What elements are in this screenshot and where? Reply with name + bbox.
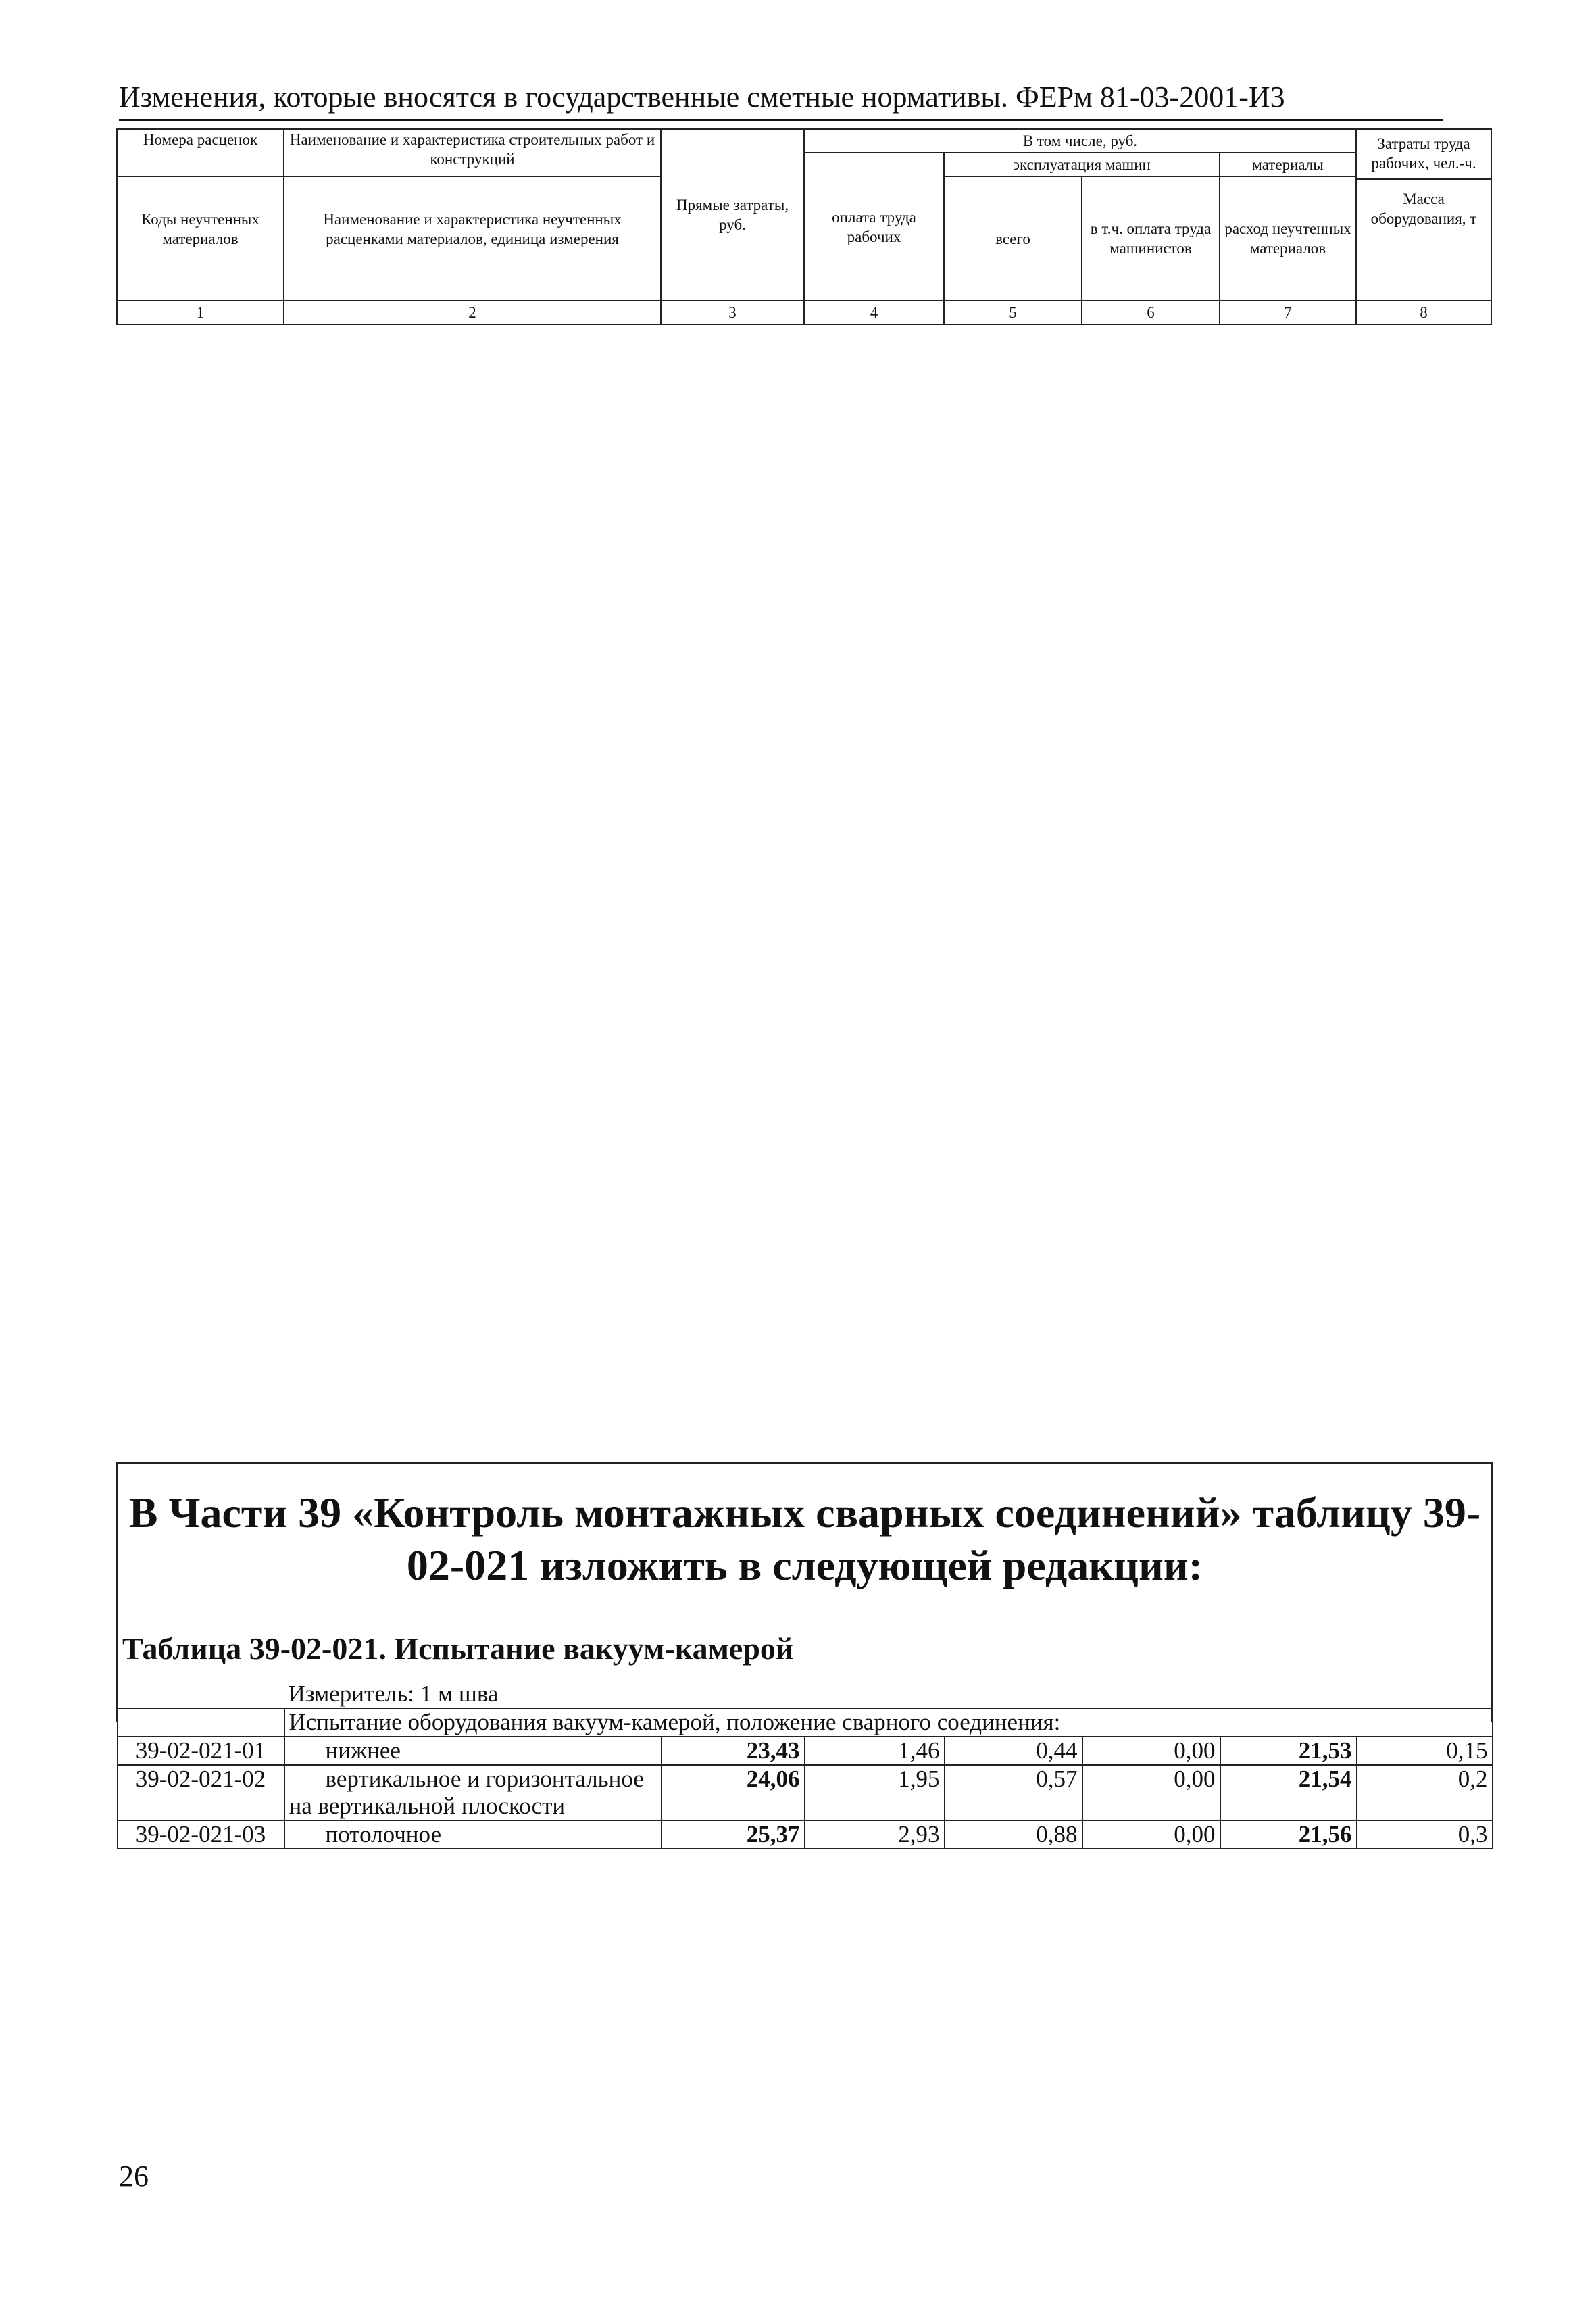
header-equipment-mass: Масса оборудования, т [1370, 191, 1477, 227]
labor-pay-value: 1,46 [805, 1737, 945, 1765]
page-header-title: Изменения, которые вносятся в государственные сметные нормативы. ФЕРм 81-03-2001-И3 [119, 80, 1443, 121]
header-cell-codes [117, 129, 284, 301]
column-number: 6 [1082, 301, 1220, 324]
labor-hours-value: 0,15 [1357, 1737, 1493, 1765]
column-header-table [116, 128, 1492, 325]
header-work-name: Наименование и характеристика строительных работ и конструкций [284, 130, 660, 177]
labor-hours-value: 0,3 [1357, 1820, 1493, 1849]
header-material-name: Наименование и характеристика неучтенных расценками материалов, единица измерения [323, 211, 622, 247]
header-rate-numbers: Номера расценок [118, 130, 283, 177]
labor-hours-value: 0,2 [1357, 1765, 1493, 1820]
column-number: 4 [804, 301, 944, 324]
table-row [118, 1737, 1493, 1765]
header-material-codes: Коды неучтенных материалов [141, 211, 259, 247]
rates-table [116, 1681, 1493, 1849]
column-number: 2 [284, 301, 661, 324]
materials-value: 21,56 [1220, 1820, 1357, 1849]
column-number: 3 [661, 301, 804, 324]
column-number: 8 [1356, 301, 1491, 324]
rate-code: 39-02-021-01 [118, 1737, 284, 1765]
header-direct-costs: Прямые затраты, руб. [661, 129, 804, 301]
rate-name: потолочное [284, 1820, 662, 1849]
direct-costs-value: 24,06 [662, 1765, 805, 1820]
header-including: В том числе, руб. [804, 129, 1356, 153]
table-intro: Испытание оборудования вакуум-камерой, положение сварного соединения: [284, 1708, 1493, 1737]
header-machines-total: всего [944, 176, 1082, 301]
header-materials: материалы [1220, 153, 1356, 176]
header-cell-names [284, 129, 661, 301]
materials-value: 21,53 [1220, 1737, 1357, 1765]
machines-value: 0,44 [945, 1737, 1082, 1765]
materials-value: 21,54 [1220, 1765, 1357, 1820]
direct-costs-value: 25,37 [662, 1820, 805, 1849]
table-title: Таблица 39-02-021. Испытание вакуум-камерой [122, 1631, 794, 1666]
amendment-notice: В Части 39 «Контроль монтажных сварных соединений» таблицу 39-02-021 изложить в следующей редакции: [128, 1489, 1481, 1589]
column-number: 7 [1220, 301, 1356, 324]
column-number: 5 [944, 301, 1082, 324]
header-labor-pay: оплата труда рабочих [804, 153, 944, 301]
machines-value: 0,88 [945, 1820, 1082, 1849]
rate-name: нижнее [284, 1737, 662, 1765]
header-cell-labor [1356, 129, 1491, 301]
labor-pay-value: 2,93 [805, 1820, 945, 1849]
header-machines: эксплуатация машин [944, 153, 1220, 176]
direct-costs-value: 23,43 [662, 1737, 805, 1765]
operators-pay-value: 0,00 [1082, 1820, 1220, 1849]
column-number: 1 [117, 301, 284, 324]
operators-pay-value: 0,00 [1082, 1737, 1220, 1765]
machines-value: 0,57 [945, 1765, 1082, 1820]
header-labor-hours: Затраты труда рабочих, чел.-ч. [1357, 130, 1491, 180]
table-row [118, 1820, 1493, 1849]
header-unaccounted-materials: расход неучтенных материалов [1220, 176, 1356, 301]
header-operators-pay: в т.ч. оплата труда машинистов [1082, 176, 1220, 301]
table-row [118, 1765, 1493, 1820]
rate-code: 39-02-021-03 [118, 1820, 284, 1849]
labor-pay-value: 1,95 [805, 1765, 945, 1820]
page-number: 26 [119, 2160, 149, 2193]
rate-name: вертикальное и горизонтальное на вертикальной плоскости [284, 1765, 662, 1820]
operators-pay-value: 0,00 [1082, 1765, 1220, 1820]
rate-code: 39-02-021-02 [118, 1765, 284, 1820]
table-meter: Измеритель: 1 м шва [284, 1681, 1493, 1708]
